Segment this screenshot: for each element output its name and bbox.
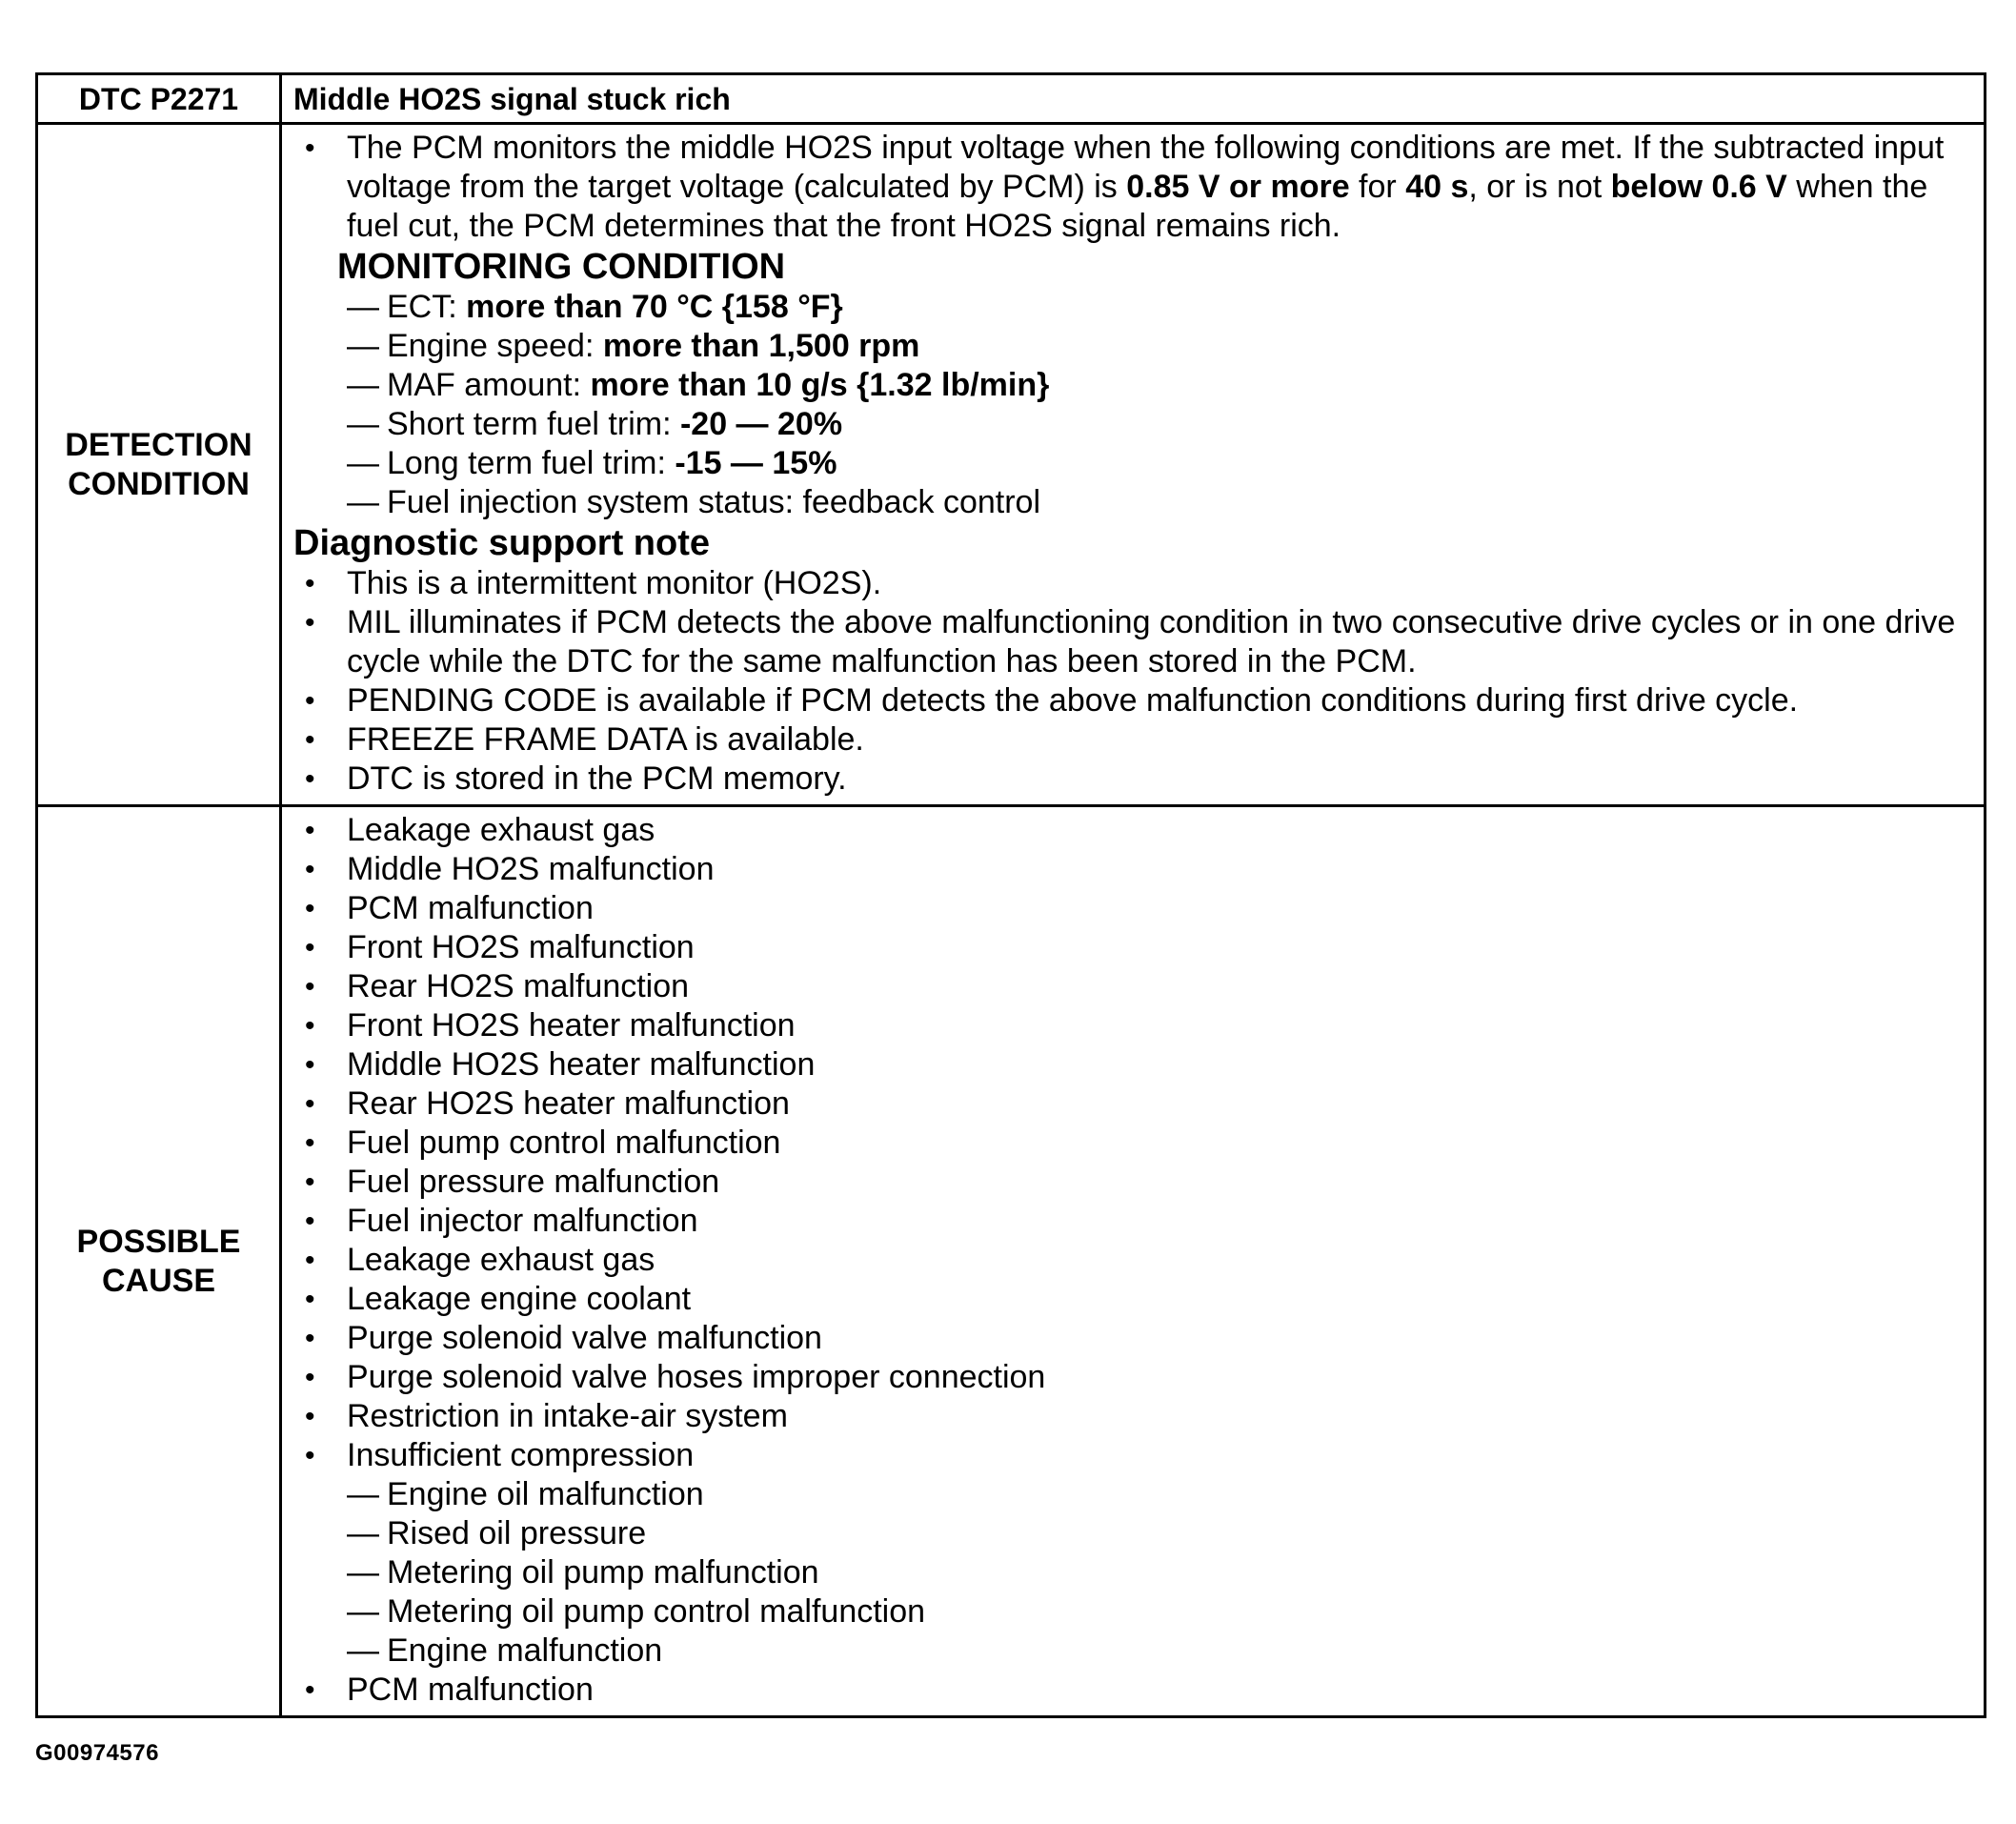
compression-subitem: — Engine malfunction (347, 1631, 1974, 1671)
dtc-table (35, 72, 1986, 1718)
possible-cause-row (37, 806, 1986, 1717)
intro-text-3: , or is not (1468, 169, 1611, 205)
cause-item: • Restriction in intake-air system (293, 1397, 1974, 1436)
compression-subitem: — Rised oil pressure (347, 1514, 1974, 1553)
possible-cause-label-line1: POSSIBLE (76, 1223, 241, 1260)
detection-intro-list (293, 129, 1974, 246)
cause-item: • PCM malfunction (293, 1671, 1974, 1710)
intro-text-4: when the fuel cut, the PCM determines that the front HO2S signal remains rich. (347, 169, 1928, 244)
monitoring-item (347, 405, 1974, 444)
support-note: • MIL illuminates if PCM detects the above malfunctioning condition in two consecutive drive cycles or in one drive cycle while the DTC for the same malfunction has been stored in the PCM. (293, 603, 1974, 681)
possible-cause-content (281, 806, 1986, 1717)
support-note: • This is a intermittent monitor (HO2S). (293, 564, 1974, 603)
monitoring-list (293, 288, 1974, 522)
monitoring-label: MAF amount: (387, 367, 591, 403)
monitoring-value: more than 10 g/s {1.32 lb/min} (590, 367, 1050, 403)
graphic-id: G00974576 (35, 1740, 159, 1766)
intro-bold-3: below 0.6 V (1610, 169, 1787, 205)
detection-content (281, 124, 1986, 806)
intro-bold-2: 40 s (1405, 169, 1469, 205)
monitoring-heading: MONITORING CONDITION (337, 247, 786, 287)
cause-item: • Fuel pressure malfunction (293, 1163, 1974, 1202)
cause-item: • Rear HO2S heater malfunction (293, 1084, 1974, 1124)
detection-intro (293, 129, 1974, 246)
support-note: • DTC is stored in the PCM memory. (293, 760, 1974, 799)
dtc-code: DTC P2271 (37, 74, 281, 124)
cause-item: • Front HO2S heater malfunction (293, 1006, 1974, 1045)
detection-label (37, 124, 281, 806)
cause-item: • Fuel pump control malfunction (293, 1124, 1974, 1163)
support-note: • PENDING CODE is available if PCM detects the above malfunction conditions during first drive cycle. (293, 681, 1974, 720)
monitoring-value: more than 70 °C {158 °F} (466, 289, 843, 325)
cause-item: • Purge solenoid valve malfunction (293, 1319, 1974, 1358)
compression-subitem: — Metering oil pump control malfunction (347, 1592, 1974, 1631)
support-notes-list (293, 564, 1974, 799)
cause-list (293, 811, 1974, 1475)
intro-text-2: for (1349, 169, 1406, 205)
cause-item: • Insufficient compression (293, 1436, 1974, 1475)
cause-item: • Rear HO2S malfunction (293, 967, 1974, 1006)
cause-item: • Middle HO2S malfunction (293, 850, 1974, 889)
monitoring-label: Long term fuel trim: (387, 445, 675, 481)
intro-bold-1: 0.85 V or more (1126, 169, 1350, 205)
monitoring-item (347, 483, 1974, 522)
dtc-title: Middle HO2S signal stuck rich (281, 74, 1986, 124)
cause-item: • Leakage exhaust gas (293, 1241, 1974, 1280)
monitoring-item (347, 366, 1974, 405)
monitoring-label: ECT: (387, 289, 467, 325)
monitoring-value: -20 — 20% (679, 406, 843, 442)
cause-list-tail (293, 1671, 1974, 1710)
compression-sublist (293, 1475, 1974, 1671)
support-heading: Diagnostic support note (293, 523, 710, 563)
compression-subitem: — Engine oil malfunction (347, 1475, 1974, 1514)
monitoring-value: more than 1,500 rpm (602, 328, 920, 364)
monitoring-label: Fuel injection system status: feedback control (387, 484, 1040, 520)
possible-cause-label (37, 806, 281, 1717)
cause-item: • Leakage exhaust gas (293, 811, 1974, 850)
cause-item: • Fuel injector malfunction (293, 1202, 1974, 1241)
possible-cause-label-line2: CAUSE (101, 1262, 216, 1299)
cause-item: • Leakage engine coolant (293, 1280, 1974, 1319)
compression-subitem: — Metering oil pump malfunction (347, 1553, 1974, 1592)
monitoring-label: Engine speed: (387, 328, 603, 364)
monitoring-label: Short term fuel trim: (387, 406, 680, 442)
detection-row (37, 124, 1986, 806)
cause-item: • Purge solenoid valve hoses improper connection (293, 1358, 1974, 1397)
monitoring-item (347, 444, 1974, 483)
detection-label-line1: DETECTION (65, 426, 252, 463)
monitoring-item (347, 327, 1974, 366)
cause-item: • Front HO2S malfunction (293, 928, 1974, 967)
support-note: • FREEZE FRAME DATA is available. (293, 720, 1974, 760)
header-row (37, 74, 1986, 124)
monitoring-value: -15 — 15% (675, 445, 837, 481)
monitoring-item (347, 288, 1974, 327)
cause-item: • Middle HO2S heater malfunction (293, 1045, 1974, 1084)
intro-text-1: The PCM monitors the middle HO2S input voltage when the following conditions are met. If the subtracted input voltage from the target voltage (calculated by PCM) is (347, 130, 1945, 205)
detection-label-line2: CONDITION (68, 465, 250, 502)
cause-item: • PCM malfunction (293, 889, 1974, 928)
